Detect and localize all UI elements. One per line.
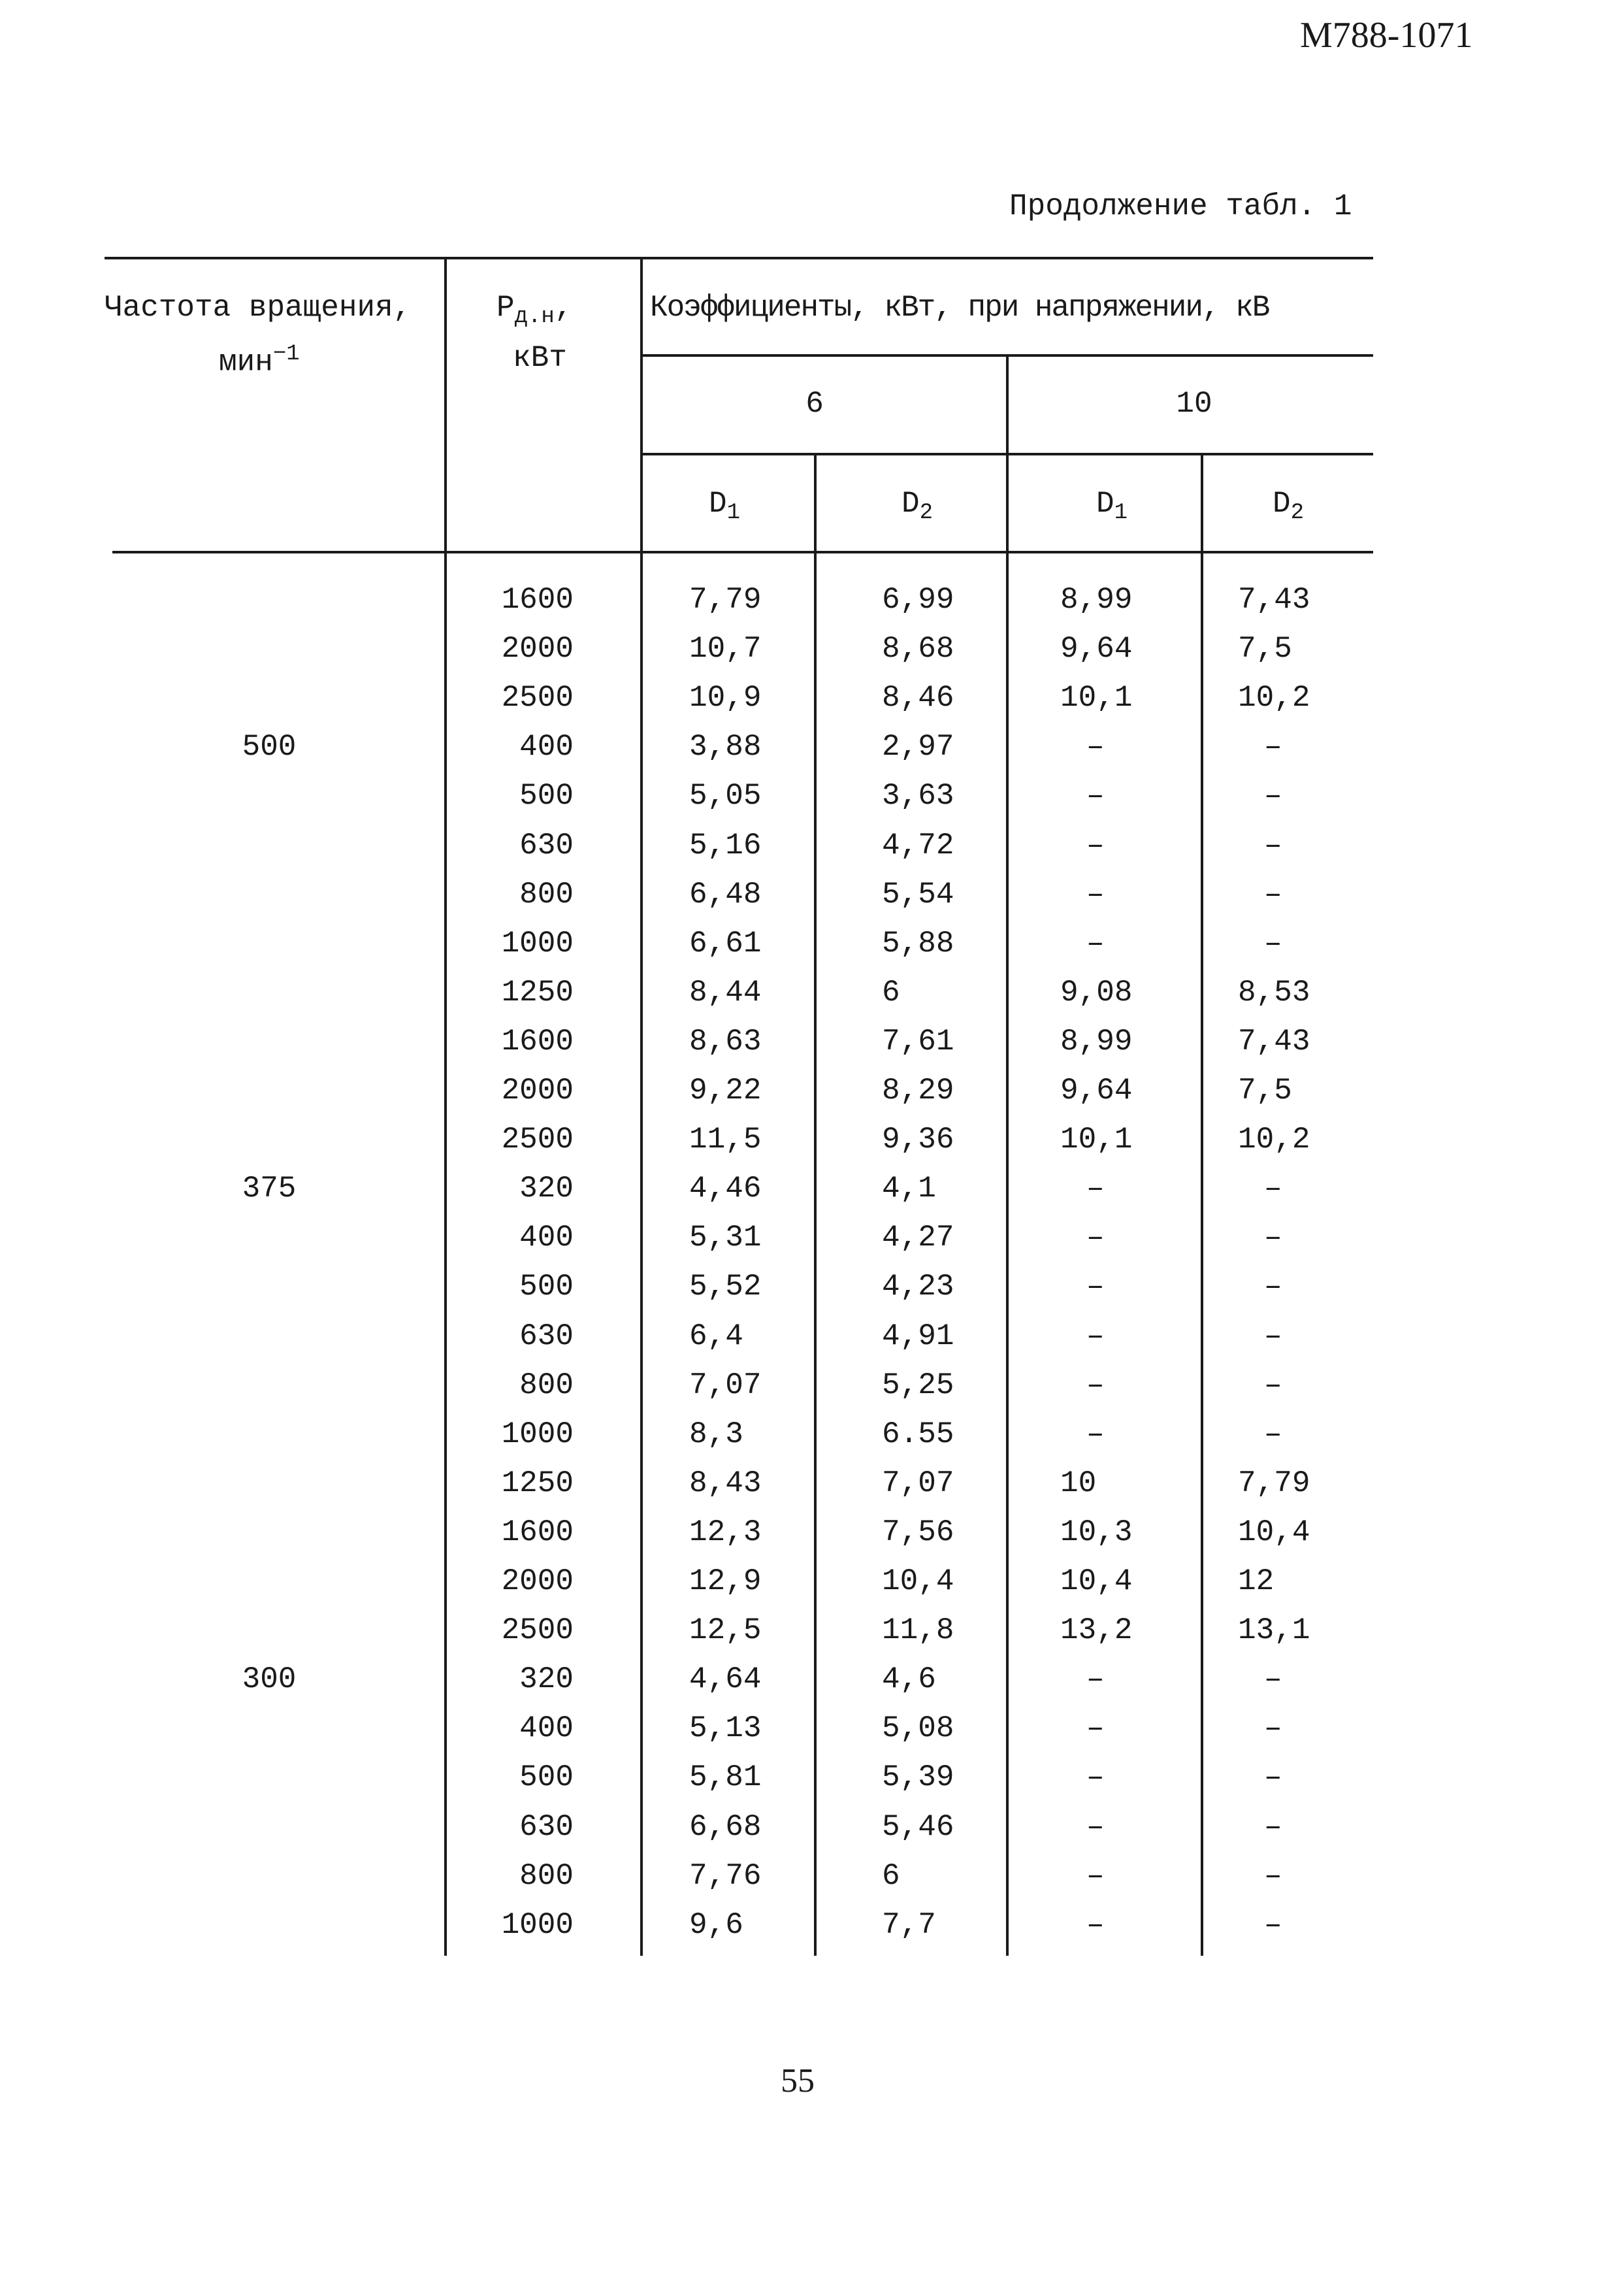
cell-d1-6kv: 8,3 (689, 1417, 743, 1451)
cell-d2-10kv: 13,1 (1238, 1613, 1310, 1647)
column-divider-speed (444, 257, 447, 1956)
cell-d1-6kv: 5,13 (689, 1711, 762, 1745)
header-d1-6kv (709, 489, 740, 524)
cell-d1-6kv: 5,16 (689, 829, 762, 863)
cell-d2-10kv: 12 (1238, 1564, 1275, 1598)
cell-d1-10kv: 10 (1060, 1466, 1097, 1500)
cell-d2-10kv: – (1264, 730, 1282, 764)
cell-d1-6kv: 7,07 (689, 1368, 762, 1402)
header-d2-6kv (901, 489, 933, 524)
cell-power: 2000 (501, 1074, 574, 1108)
header-d-letter: D (709, 487, 727, 521)
cell-d2-10kv: – (1264, 878, 1282, 912)
cell-d1-6kv: 5,31 (689, 1221, 762, 1255)
header-d-letter: D (1273, 487, 1291, 521)
header-d2-10kv (1273, 489, 1304, 524)
header-speed-exponent: −1 (272, 342, 300, 367)
cell-power: 2500 (501, 681, 574, 715)
cell-power: 800 (519, 878, 574, 912)
column-divider-voltage (1006, 354, 1009, 1956)
cell-rotation-speed: 500 (242, 730, 297, 764)
header-d-subscript: 2 (919, 501, 934, 526)
cell-d2-6kv: 6 (882, 1859, 900, 1893)
cell-d2-10kv: – (1264, 1908, 1282, 1942)
cell-d2-6kv: 5,25 (882, 1368, 954, 1402)
cell-d1-6kv: 7,76 (689, 1859, 762, 1893)
cell-d2-10kv: 7,43 (1238, 583, 1310, 617)
cell-d2-10kv: – (1264, 1172, 1282, 1206)
cell-d1-6kv: 11,5 (689, 1123, 762, 1157)
cell-d1-10kv: – (1086, 779, 1105, 813)
column-divider-d1-6 (814, 453, 817, 1956)
header-d-subscript: 2 (1290, 501, 1305, 526)
header-d-subscript: 1 (726, 501, 741, 526)
header-power-symbol (496, 293, 572, 328)
cell-power: 2500 (501, 1613, 574, 1647)
cell-d1-10kv: 10,3 (1060, 1515, 1133, 1549)
cell-d1-6kv: 5,05 (689, 779, 762, 813)
cell-d2-6kv: 5,54 (882, 878, 954, 912)
header-power-comma: , (554, 291, 573, 325)
cell-power: 1600 (501, 1025, 574, 1059)
document-code: M788-1071 (1300, 15, 1473, 56)
cell-d1-6kv: 10,9 (689, 681, 762, 715)
cell-d1-10kv: – (1086, 1172, 1105, 1206)
cell-d1-6kv: 4,46 (689, 1172, 762, 1206)
header-d-subscript: 1 (1114, 501, 1128, 526)
cell-power: 320 (519, 1662, 574, 1696)
cell-d1-6kv: 9,22 (689, 1074, 762, 1108)
cell-d2-6kv: 4,1 (882, 1172, 936, 1206)
continuation-label: Продолжение табл. 1 (1009, 189, 1352, 223)
cell-power: 800 (519, 1859, 574, 1893)
cell-d1-6kv: 8,44 (689, 976, 762, 1010)
cell-d2-6kv: 8,29 (882, 1074, 954, 1108)
cell-d1-10kv: – (1086, 927, 1105, 961)
header-d1-10kv (1096, 489, 1128, 524)
header-speed-unit: мин (219, 345, 273, 380)
cell-power: 630 (519, 1319, 574, 1353)
cell-d1-6kv: 6,68 (689, 1810, 762, 1844)
cell-d2-6kv: 8,46 (882, 681, 954, 715)
cell-d1-10kv: – (1086, 1908, 1105, 1942)
cell-d1-10kv: – (1086, 1221, 1105, 1255)
cell-d2-6kv: 6,99 (882, 583, 954, 617)
cell-d1-10kv: – (1086, 1368, 1105, 1402)
cell-d1-6kv: 12,5 (689, 1613, 762, 1647)
cell-d1-10kv: – (1086, 1417, 1105, 1451)
cell-d2-10kv: – (1264, 1711, 1282, 1745)
cell-d2-6kv: 4,6 (882, 1662, 936, 1696)
cell-power: 2000 (501, 1564, 574, 1598)
cell-d1-6kv: 12,9 (689, 1564, 762, 1598)
cell-d1-6kv: 10,7 (689, 632, 762, 666)
header-power-subscript: д.н (514, 305, 555, 330)
cell-d1-6kv: 3,88 (689, 730, 762, 764)
cell-d1-6kv: 6,61 (689, 927, 762, 961)
cell-d2-6kv: 6 (882, 976, 900, 1010)
cell-d2-6kv: 4,27 (882, 1221, 954, 1255)
header-d-letter: D (901, 487, 920, 521)
cell-d1-10kv: – (1086, 1319, 1105, 1353)
page-number: 55 (781, 2062, 815, 2100)
cell-d2-6kv: 6.55 (882, 1417, 954, 1451)
cell-d2-6kv: 7,7 (882, 1908, 936, 1942)
cell-d1-6kv: 12,3 (689, 1515, 762, 1549)
cell-d1-6kv: 5,81 (689, 1760, 762, 1794)
cell-d1-10kv: 9,08 (1060, 976, 1133, 1010)
cell-d2-10kv: – (1264, 1319, 1282, 1353)
cell-d2-6kv: 5,88 (882, 927, 954, 961)
cell-d1-10kv: – (1086, 1760, 1105, 1794)
cell-d2-10kv: – (1264, 829, 1282, 863)
cell-power: 1600 (501, 583, 574, 617)
cell-d1-10kv: 8,99 (1060, 1025, 1133, 1059)
cell-d1-10kv: 9,64 (1060, 1074, 1133, 1108)
cell-rotation-speed: 375 (242, 1172, 297, 1206)
cell-d2-6kv: 4,91 (882, 1319, 954, 1353)
cell-d2-6kv: 8,68 (882, 632, 954, 666)
cell-d1-6kv: 8,63 (689, 1025, 762, 1059)
header-speed-line1: Частота вращения, (105, 291, 412, 325)
cell-d1-6kv: 6,4 (689, 1319, 743, 1353)
cell-power: 800 (519, 1368, 574, 1402)
cell-d1-6kv: 5,52 (689, 1270, 762, 1304)
cell-d2-10kv: – (1264, 1417, 1282, 1451)
header-d-letter: D (1096, 487, 1114, 521)
cell-power: 1000 (501, 1908, 574, 1942)
cell-power: 1000 (501, 927, 574, 961)
cell-power: 400 (519, 1711, 574, 1745)
header-speed-line2 (219, 342, 300, 380)
cell-d1-6kv: 7,79 (689, 583, 762, 617)
cell-d1-10kv: – (1086, 1859, 1105, 1893)
cell-d2-6kv: 4,23 (882, 1270, 954, 1304)
cell-d2-10kv: – (1264, 1368, 1282, 1402)
header-bottom-rule (112, 551, 1373, 553)
cell-d2-10kv: – (1264, 1810, 1282, 1844)
column-divider-power (640, 257, 643, 1956)
cell-d2-10kv: – (1264, 779, 1282, 813)
cell-d1-10kv: – (1086, 1662, 1105, 1696)
cell-rotation-speed: 300 (242, 1662, 297, 1696)
cell-d2-6kv: 5,08 (882, 1711, 954, 1745)
cell-d2-10kv: 10,4 (1238, 1515, 1310, 1549)
cell-d2-10kv: – (1264, 1221, 1282, 1255)
cell-power: 2000 (501, 632, 574, 666)
cell-d2-6kv: 2,97 (882, 730, 954, 764)
cell-d1-10kv: – (1086, 1810, 1105, 1844)
cell-d2-6kv: 9,36 (882, 1123, 954, 1157)
cell-d1-10kv: 13,2 (1060, 1613, 1133, 1647)
cell-power: 1600 (501, 1515, 574, 1549)
cell-power: 1250 (501, 976, 574, 1010)
cell-power: 320 (519, 1172, 574, 1206)
cell-power: 500 (519, 779, 574, 813)
header-power-main: P (496, 291, 515, 325)
cell-d2-10kv: – (1264, 1270, 1282, 1304)
cell-d1-6kv: 8,43 (689, 1466, 762, 1500)
cell-d2-10kv: 7,43 (1238, 1025, 1310, 1059)
cell-d2-10kv: – (1264, 1760, 1282, 1794)
cell-d2-10kv: 8,53 (1238, 976, 1310, 1010)
cell-d2-10kv: 10,2 (1238, 681, 1310, 715)
cell-d2-10kv: 7,5 (1238, 1074, 1292, 1108)
cell-power: 630 (519, 1810, 574, 1844)
cell-d1-10kv: 10,1 (1060, 1123, 1133, 1157)
cell-d2-10kv: – (1264, 927, 1282, 961)
cell-d2-6kv: 7,61 (882, 1025, 954, 1059)
cell-d1-6kv: 6,48 (689, 878, 762, 912)
cell-d1-10kv: 10,1 (1060, 681, 1133, 715)
cell-d1-10kv: – (1086, 1270, 1105, 1304)
cell-power: 2500 (501, 1123, 574, 1157)
cell-d2-6kv: 5,46 (882, 1810, 954, 1844)
cell-power: 500 (519, 1270, 574, 1304)
cell-d2-6kv: 10,4 (882, 1564, 954, 1598)
cell-d2-10kv: 10,2 (1238, 1123, 1310, 1157)
cell-d1-10kv: – (1086, 1711, 1105, 1745)
cell-d2-6kv: 4,72 (882, 829, 954, 863)
cell-d2-6kv: 5,39 (882, 1760, 954, 1794)
cell-power: 1000 (501, 1417, 574, 1451)
cell-d1-10kv: 9,64 (1060, 632, 1133, 666)
cell-power: 400 (519, 1221, 574, 1255)
cell-d2-6kv: 7,56 (882, 1515, 954, 1549)
cell-d2-10kv: – (1264, 1859, 1282, 1893)
cell-d1-10kv: 8,99 (1060, 583, 1133, 617)
cell-d2-10kv: 7,79 (1238, 1466, 1310, 1500)
cell-d2-10kv: 7,5 (1238, 632, 1292, 666)
header-voltage-10: 10 (1176, 387, 1212, 421)
cell-d1-10kv: – (1086, 829, 1105, 863)
cell-power: 400 (519, 730, 574, 764)
column-divider-d1-10 (1201, 453, 1203, 1956)
header-power-unit: кВт (513, 341, 567, 375)
header-voltage-6: 6 (805, 387, 824, 421)
cell-d1-10kv: – (1086, 878, 1105, 912)
cell-d1-6kv: 9,6 (689, 1908, 743, 1942)
cell-power: 630 (519, 829, 574, 863)
table-top-rule (105, 257, 1373, 259)
header-coefficients: Коэффициенты, кВт, при напряжении, кВ (650, 291, 1269, 325)
cell-d2-10kv: – (1264, 1662, 1282, 1696)
cell-d1-6kv: 4,64 (689, 1662, 762, 1696)
cell-d1-10kv: – (1086, 730, 1105, 764)
cell-d2-6kv: 3,63 (882, 779, 954, 813)
cell-power: 500 (519, 1760, 574, 1794)
cell-d2-6kv: 11,8 (882, 1613, 954, 1647)
cell-d1-10kv: 10,4 (1060, 1564, 1133, 1598)
cell-power: 1250 (501, 1466, 574, 1500)
cell-d2-6kv: 7,07 (882, 1466, 954, 1500)
